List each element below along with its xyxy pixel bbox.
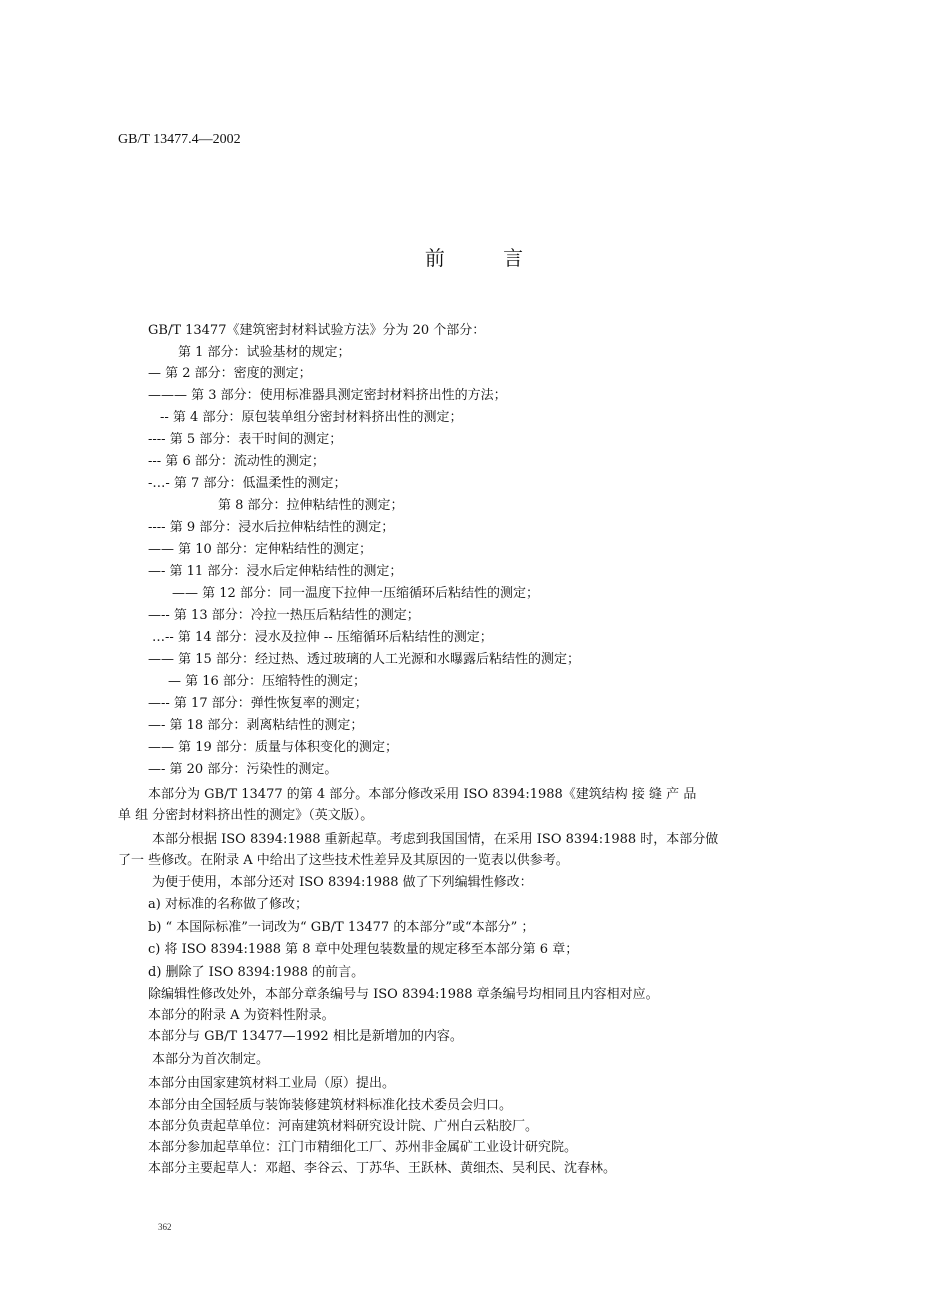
list-item: …-- 第 14 部分：浸水及拉伸 -- 压缩循环后粘结性的测定； bbox=[152, 630, 493, 645]
paragraph-line: 本部分负责起草单位：河南建筑材料研究设计院、广州白云粘胶厂。 bbox=[148, 1119, 539, 1134]
intro-line: GB/T 13477《建筑密封材料试验方法》分为 20 个部分： bbox=[148, 323, 486, 338]
list-item: —- 第 18 部分：剥离粘结性的测定； bbox=[148, 718, 364, 733]
paragraph-line: 本部分与 GB/T 13477—1992 相比是新增加的内容。 bbox=[148, 1029, 463, 1044]
list-item: ---- 第 9 部分：浸水后拉伸粘结性的测定； bbox=[148, 520, 395, 535]
paragraph-line: 本部分为 GB/T 13477 的第 4 部分。本部分修改采用 ISO 8394:1988《建筑结构 接 缝 产 品 bbox=[148, 787, 697, 802]
list-item: —— 第 15 部分：经过热、透过玻璃的人工光源和水曝露后粘结性的测定； bbox=[148, 652, 580, 667]
list-item: —— 第 10 部分：定伸粘结性的测定； bbox=[148, 542, 372, 557]
list-item: —-- 第 17 部分：弹性恢复率的测定； bbox=[148, 696, 368, 711]
paragraph-line: 本部分的附录 A 为资料性附录。 bbox=[148, 1008, 335, 1023]
standard-code-header: GB/T 13477.4—2002 bbox=[118, 132, 241, 147]
list-item: a) 对标准的名称做了修改； bbox=[148, 897, 308, 912]
paragraph-line: 本部分根据 ISO 8394:1988 重新起草。考虑到我国国情，在采用 ISO 8394:1988 时，本部分做 bbox=[152, 832, 719, 847]
list-item: ——— 第 3 部分：使用标准器具测定密封材料挤出性的方法； bbox=[148, 388, 507, 403]
paragraph-line: 了一 些修改。在附录 A 中给出了这些技术性差异及其原因的一览表以供参考。 bbox=[118, 853, 569, 868]
list-item: — 第 16 部分：压缩特性的测定； bbox=[168, 674, 366, 689]
paragraph-line: 为便于使用，本部分还对 ISO 8394:1988 做了下列编辑性修改： bbox=[152, 875, 533, 890]
list-item: -- 第 4 部分：原包装单组分密封材料挤出性的测定； bbox=[160, 410, 463, 425]
paragraph-line: 本部分由全国轻质与装饰装修建筑材料标准化技术委员会归口。 bbox=[148, 1098, 513, 1113]
list-item: —-- 第 13 部分：冷拉一热压后粘结性的测定； bbox=[148, 608, 420, 623]
list-item: —— 第 19 部分：质量与体积变化的测定； bbox=[148, 740, 398, 755]
list-item: —- 第 11 部分：浸水后定伸粘结性的测定； bbox=[148, 564, 403, 579]
page-title: 前 言 bbox=[424, 246, 526, 270]
list-item: -…- 第 7 部分：低温柔性的测定； bbox=[148, 476, 347, 491]
paragraph-line: 除编辑性修改处外，本部分章条编号与 ISO 8394:1988 章条编号均相同且内容相对应。 bbox=[148, 987, 659, 1002]
paragraph-line: 本部分由国家建筑材料工业局（原）提出。 bbox=[148, 1076, 396, 1091]
list-item: —— 第 12 部分：同一温度下拉伸一压缩循环后粘结性的测定； bbox=[172, 586, 539, 601]
list-item: 第 8 部分：拉伸粘结性的测定； bbox=[218, 498, 404, 513]
list-item: 第 1 部分：试验基材的规定； bbox=[178, 345, 351, 360]
list-item: --- 第 6 部分：流动性的测定； bbox=[148, 454, 325, 469]
paragraph-line: 本部分参加起草单位：江门市精细化工厂、苏州非金属矿工业设计研究院。 bbox=[148, 1140, 578, 1155]
list-item: — 第 2 部分：密度的测定； bbox=[148, 366, 312, 381]
page-number: 362 bbox=[158, 1222, 172, 1232]
list-item: ---- 第 5 部分：表干时间的测定； bbox=[148, 432, 343, 447]
paragraph-line: 单 组 分密封材料挤出性的测定》（英文版）。 bbox=[118, 808, 374, 823]
paragraph-line: 本部分主要起草人：邓超、李谷云、丁苏华、王跃林、黄细杰、吴利民、沈春林。 bbox=[148, 1161, 617, 1176]
list-item: d) 删除了 ISO 8394:1988 的前言。 bbox=[148, 965, 365, 980]
paragraph-line: 本部分为首次制定。 bbox=[152, 1052, 270, 1067]
list-item: c) 将 ISO 8394:1988 第 8 章中处理包装数量的规定移至本部分第 6 章； bbox=[148, 942, 579, 957]
list-item: —- 第 20 部分：污染性的测定。 bbox=[148, 762, 338, 777]
list-item: b) “ 本国际标准”一词改为“ GB/T 13477 的本部分”或“本部分” ； bbox=[148, 920, 535, 935]
